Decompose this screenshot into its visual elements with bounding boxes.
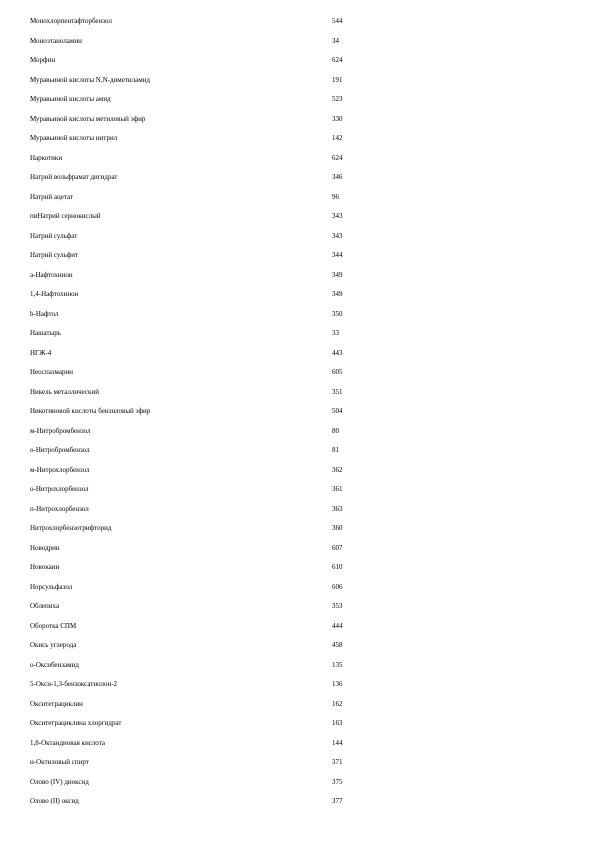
entry-name: Морфин [30,56,56,64]
entry-page-number: 136 [332,680,343,688]
entry-name: Новокаин [30,563,60,571]
entry-name: Монохлорпентафторбензол [30,17,112,25]
entry-name: о-Нитрохлорбензол [30,485,89,493]
entry-name: Муравьиной кислоты нитрил [30,134,118,142]
entry-page-number: 346 [332,173,343,181]
entry-name: Неоспазмарин [30,368,73,376]
entry-page-number: 350 [332,309,343,318]
index-row [30,12,430,32]
index-row [30,519,430,539]
index-row [30,480,430,500]
index-row [30,422,430,442]
index-row [30,71,430,91]
index-row [30,597,430,617]
index-row [30,636,430,656]
entry-page-number: 353 [332,602,343,610]
entry-page-number: 80 [332,426,339,435]
entry-name: Облепиха [30,602,60,610]
entry-page-number: 343 [332,231,343,240]
entry-name: Окситетрациклина хлоргидрат [30,719,122,727]
entry-page-number: 504 [332,407,343,415]
entry-page-number: 624 [332,153,343,162]
index-row [30,51,430,71]
index-row [30,110,430,130]
entry-name: о-Оксибензамид [30,660,79,669]
entry-name: Нашатырь [30,329,61,337]
entry-name: пиНатрий сернокислый [30,212,101,220]
entry-name: Нитрохлорбензотрифторид [30,524,112,532]
entry-name: Муравьиной кислоты метиловый эфир [30,114,146,123]
index-row [30,90,430,110]
entry-page-number: 343 [332,212,343,220]
entry-page-number: 351 [332,387,343,396]
entry-name: Муравьиной кислоты N,N-диметиламид [30,75,150,84]
entry-name: Муравьиной кислоты амид [30,95,111,103]
entry-name: Никель металлический [30,387,99,396]
index-row [30,344,430,364]
entry-name: Натрий сульфат [30,231,78,240]
entry-page-number: 444 [332,621,343,630]
index-row [30,695,430,715]
index-row [30,500,430,520]
index-row [30,149,430,169]
index-row [30,441,430,461]
entry-page-number: 349 [332,270,343,279]
index-row [30,558,430,578]
entry-name: Наркотики [30,153,63,162]
entry-name: п-Нитрохлорбензол [30,504,89,513]
entry-name: а-Нафтохинон [30,270,73,279]
entry-name: Окситетрациклин [30,699,83,708]
entry-page-number: 624 [332,56,343,64]
index-row [30,168,430,188]
index-row [30,753,430,773]
index-row [30,656,430,676]
entry-page-number: 191 [332,75,343,84]
index-row [30,188,430,208]
entry-page-number: 523 [332,95,343,103]
entry-page-number: 371 [332,758,343,766]
index-row [30,363,430,383]
entry-name: н-Октиловый спирт [30,758,89,766]
index-row [30,305,430,325]
index-row [30,539,430,559]
entry-page-number: 360 [332,524,343,532]
index-row [30,617,430,637]
entry-name: Натрий вольфрамат дигидрат [30,173,118,181]
entry-name: Олово (IV) диоксид [30,777,89,786]
entry-page-number: 361 [332,485,343,493]
entry-page-number: 544 [332,17,343,25]
index-row [30,714,430,734]
entry-page-number: 610 [332,563,343,571]
entry-page-number: 81 [332,446,339,454]
entry-name: Окись углерода [30,641,77,649]
index-row [30,578,430,598]
index-row [30,734,430,754]
entry-page-number: 144 [332,738,343,747]
entry-name: Никотиновой кислоты бензиловый эфир [30,407,151,415]
entry-page-number: 349 [332,290,343,298]
entry-page-number: 362 [332,465,343,474]
entry-name: НГЖ-4 [30,348,52,357]
entry-page-number: 458 [332,641,343,649]
index-row [30,246,430,266]
entry-name: м-Нитрохлорбензол [30,465,90,474]
index-list [30,12,430,812]
entry-name: b-Нафтол [30,309,59,318]
index-row [30,227,430,247]
entry-name: Новодрин [30,543,60,552]
index-row [30,207,430,227]
entry-name: о-Нитробромбензол [30,446,90,454]
entry-page-number: 443 [332,348,343,357]
index-row [30,383,430,403]
index-row [30,32,430,52]
entry-name: Натрий ацетат [30,192,73,201]
entry-page-number: 344 [332,251,343,259]
index-row [30,773,430,793]
index-row [30,675,430,695]
entry-page-number: 605 [332,368,343,376]
entry-name: 1,8-Октандиовая кислота [30,738,105,747]
index-row [30,285,430,305]
index-row [30,129,430,149]
index-row [30,792,430,812]
entry-page-number: 96 [332,192,339,201]
entry-name: Натрий сульфит [30,251,79,259]
entry-name: 1,4-Нафтохинон [30,290,79,298]
entry-page-number: 375 [332,777,343,786]
entry-name: Олово (II) оксид [30,797,79,805]
entry-name: Норсульфазол [30,582,73,591]
entry-page-number: 135 [332,660,343,669]
entry-page-number: 363 [332,504,343,513]
entry-name: Оборотка СПМ [30,621,77,630]
entry-page-number: 162 [332,699,343,708]
entry-name: Моноэтаноламин [30,36,82,45]
entry-page-number: 33 [332,329,339,337]
entry-name: 5-Окси-1,3-бензоксатиолон-2 [30,680,118,688]
entry-page-number: 330 [332,114,343,123]
entry-page-number: 606 [332,582,343,591]
index-row [30,266,430,286]
entry-page-number: 377 [332,797,343,805]
index-row [30,324,430,344]
entry-name: м-Нитробромбензол [30,426,91,435]
entry-page-number: 163 [332,719,343,727]
entry-page-number: 607 [332,543,343,552]
entry-page-number: 34 [332,36,339,45]
entry-page-number: 142 [332,134,343,142]
index-row [30,461,430,481]
index-row [30,402,430,422]
